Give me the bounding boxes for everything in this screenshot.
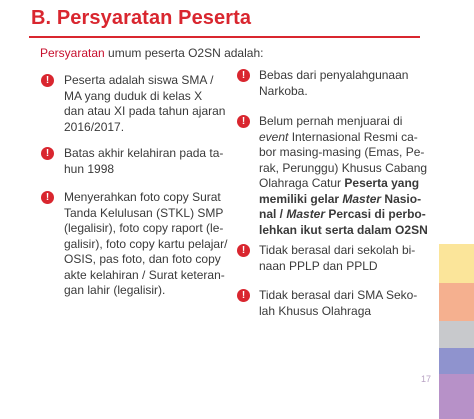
- item-line: OSIS, pas foto, dan foto copy: [64, 252, 221, 266]
- item-line: Narkoba.: [259, 83, 308, 98]
- line-text: Olahraga Catur: [259, 176, 345, 190]
- alert-icon: !: [41, 191, 54, 204]
- item-line: Tanda Kelulusan (STKL) SMP: [64, 205, 224, 220]
- italic-term: event: [259, 129, 289, 144]
- item-line: naan PPLP dan PPLD: [259, 258, 378, 273]
- alert-icon: !: [237, 289, 250, 302]
- bold-text: Nasio-: [381, 191, 422, 206]
- item-line: [259, 207, 428, 223]
- item-line: Batas akhir kelahiran pada ta-: [64, 146, 224, 160]
- bold-text: Percasi di perbo-: [325, 207, 426, 221]
- item-line: bor masing-masing (Emas, Pe-: [259, 145, 425, 159]
- item-line: Peserta adalah siswa SMA /: [64, 73, 214, 87]
- item-line: hun 1998: [64, 161, 115, 176]
- item-line: lah Khusus Olahraga: [259, 303, 372, 318]
- alert-icon: !: [237, 115, 250, 128]
- item-line: gan lahir (legalisir).: [64, 283, 166, 297]
- italic-term: Master: [342, 191, 382, 206]
- item-line: galisir), foto copy kartu pelajar/: [64, 236, 228, 251]
- page-number: 17: [421, 374, 432, 384]
- side-swatch-yellow: [439, 244, 474, 283]
- item-line: MA yang duduk di kelas X: [64, 88, 203, 103]
- item-line: dan atau XI pada tahun ajaran: [64, 104, 226, 118]
- alert-icon: !: [41, 147, 54, 160]
- side-swatch-orange: [439, 283, 474, 321]
- bold-text: Peserta yang: [344, 176, 420, 190]
- intro-text: [40, 46, 263, 60]
- requirement-item: [64, 73, 225, 135]
- requirement-item: [64, 190, 227, 299]
- requirement-item: [64, 146, 223, 177]
- requirement-item: [259, 243, 415, 274]
- bold-text: nal /: [259, 207, 287, 221]
- alert-icon: !: [237, 69, 250, 82]
- intro-lead: Persyaratan: [40, 46, 105, 60]
- item-line: lehkan ikut serta dalam O2SN: [259, 222, 428, 237]
- item-line: rak, Perunggu) Khusus Cabang: [259, 160, 428, 175]
- item-line: [259, 130, 428, 146]
- side-swatch-gray: [439, 321, 474, 348]
- title-underline: [29, 36, 420, 38]
- section-title: B. Persyaratan Peserta: [31, 7, 252, 29]
- item-line: akte kelahiran / Surat keteran-: [64, 267, 225, 282]
- line-text: Internasional Resmi ca-: [288, 129, 418, 144]
- item-line: Tidak berasal dari SMA Seko-: [259, 288, 418, 302]
- item-line: 2016/2017.: [64, 119, 125, 134]
- item-line: Belum pernah menjuarai di: [259, 114, 403, 128]
- requirement-item: [259, 68, 408, 99]
- bold-text: memiliki gelar: [259, 191, 343, 206]
- item-line: [259, 192, 428, 208]
- alert-icon: !: [237, 244, 250, 257]
- item-line: Menyerahkan foto copy Surat: [64, 190, 221, 204]
- requirement-item: [259, 288, 417, 319]
- italic-term: Master: [286, 207, 326, 221]
- item-line: Bebas dari penyalahgunaan: [259, 68, 409, 82]
- side-swatch-blue: [439, 348, 474, 374]
- item-line: (legalisir), foto copy raport (le-: [64, 221, 224, 235]
- alert-icon: !: [41, 74, 54, 87]
- item-line: [259, 176, 428, 192]
- item-line: Tidak berasal dari sekolah bi-: [259, 243, 416, 257]
- side-swatch-purple: [439, 374, 474, 419]
- requirement-item: [259, 114, 428, 238]
- intro-rest: umum peserta O2SN adalah:: [104, 46, 264, 60]
